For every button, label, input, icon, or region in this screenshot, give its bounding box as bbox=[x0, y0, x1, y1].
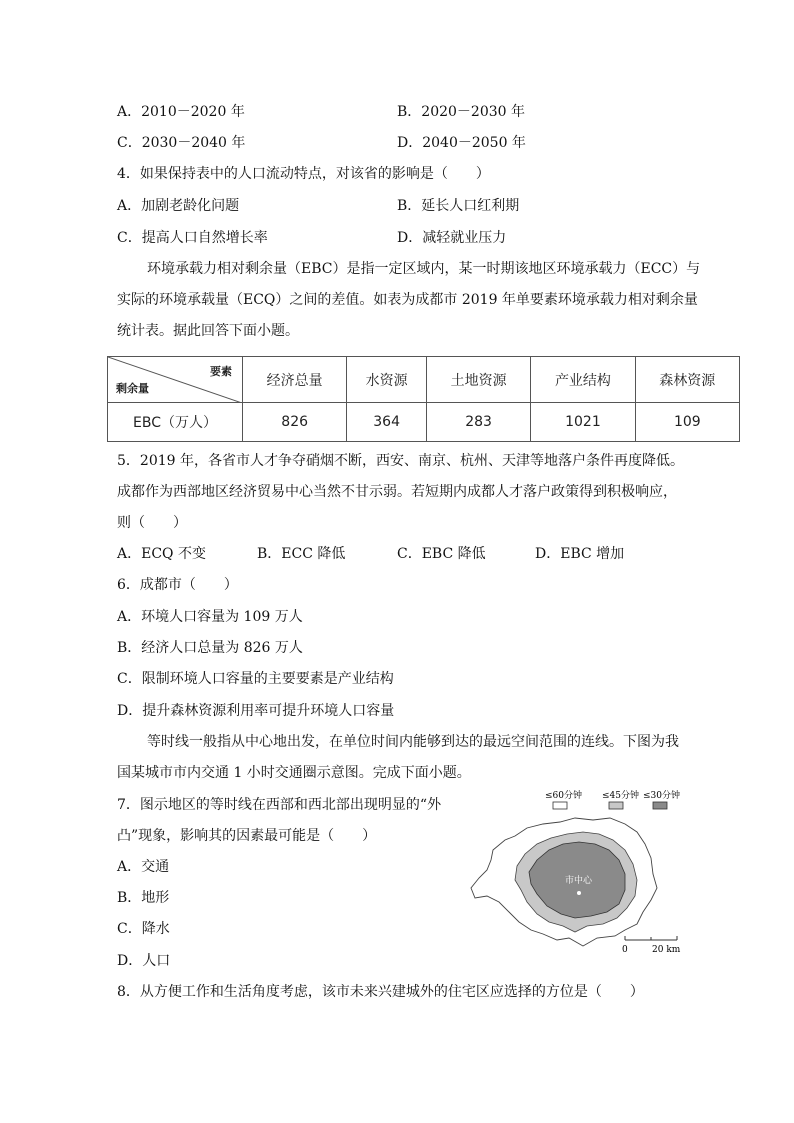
question-7-stem: 凸”现象，影响其的因素最可能是（ ） bbox=[117, 828, 377, 844]
question-8-stem: 8．从方便工作和生活角度考虑，该市未来兴建城外的住宅区应选择的方位是（ ） bbox=[117, 984, 644, 1000]
legend-swatch-60 bbox=[553, 802, 567, 809]
scale-zero: 0 bbox=[622, 945, 628, 955]
option-a: A．交通 bbox=[117, 859, 170, 875]
table-cell: 826 bbox=[243, 403, 347, 442]
option-a: A．ECQ 不变 bbox=[117, 546, 206, 562]
option-c: C．提高人口自然增长率 bbox=[117, 230, 268, 246]
question-5-stem: 成都作为西部地区经济贸易中心当然不甘示弱。若短期内成都人才落户政策得到积极响应， bbox=[117, 484, 677, 500]
table-cell: 1021 bbox=[531, 403, 635, 442]
legend-swatch-45 bbox=[609, 802, 623, 809]
corner-top-label: 要素 bbox=[210, 365, 232, 378]
row-label: EBC（万人） bbox=[108, 403, 243, 442]
option-d: D．EBC 增加 bbox=[535, 546, 625, 562]
option-d: D．人口 bbox=[117, 953, 171, 969]
option-a: A．环境人口容量为 109 万人 bbox=[117, 609, 303, 625]
city-center-marker bbox=[577, 891, 581, 895]
legend-label-30: ≤30分钟 bbox=[643, 791, 680, 801]
table-header: 经济总量 bbox=[243, 357, 347, 403]
option-d: D．2040－2050 年 bbox=[397, 135, 526, 151]
passage-line: 统计表。据此回答下面小题。 bbox=[117, 323, 299, 339]
corner-bottom-label: 剩余量 bbox=[116, 382, 149, 395]
passage-line: 实际的环境承载量（ECQ）之间的差值。如表为成都市 2019 年单要素环境承载力相对剩余量 bbox=[117, 292, 698, 308]
question-4-stem: 4．如果保持表中的人口流动特点，对该省的影响是（ ） bbox=[117, 166, 490, 182]
option-b: B．2020－2030 年 bbox=[397, 104, 525, 120]
scale-bar bbox=[622, 936, 681, 955]
passage-line: 国某城市市内交通 1 小时交通圈示意图。完成下面小题。 bbox=[117, 765, 471, 781]
isochrone-map bbox=[465, 788, 685, 963]
option-c: C．EBC 降低 bbox=[397, 546, 486, 562]
option-b: B．ECC 降低 bbox=[257, 546, 346, 562]
option-c: C．2030－2040 年 bbox=[117, 135, 246, 151]
table-corner-cell bbox=[108, 357, 243, 403]
city-center-label: 市中心 bbox=[565, 876, 593, 886]
passage-line: 等时线一般指从中心地出发，在单位时间内能够到达的最远空间范围的连线。下图为我 bbox=[147, 734, 679, 750]
question-7-stem: 7．图示地区的等时线在西部和西北部出现明显的“外 bbox=[117, 797, 442, 813]
ebc-table bbox=[107, 356, 740, 442]
option-a: A．加剧老龄化问题 bbox=[117, 198, 240, 214]
option-c: C．降水 bbox=[117, 921, 170, 937]
option-d: D．减轻就业压力 bbox=[397, 230, 507, 246]
table-header: 产业结构 bbox=[531, 357, 635, 403]
option-c: C．限制环境人口容量的主要要素是产业结构 bbox=[117, 671, 394, 687]
map-legend bbox=[545, 789, 680, 809]
table-header: 森林资源 bbox=[635, 357, 739, 403]
scale-label: 20 km bbox=[652, 945, 681, 955]
passage-line: 环境承载力相对剩余量（EBC）是指一定区域内，某一时期该地区环境承载力（ECC）与 bbox=[147, 261, 701, 277]
option-d: D．提升森林资源利用率可提升环境人口容量 bbox=[117, 703, 395, 719]
option-a: A．2010－2020 年 bbox=[117, 104, 245, 120]
question-6-stem: 6．成都市（ ） bbox=[117, 577, 238, 593]
option-b: B．地形 bbox=[117, 890, 170, 906]
table-header: 土地资源 bbox=[426, 357, 530, 403]
table-cell: 109 bbox=[635, 403, 739, 442]
table-cell: 283 bbox=[426, 403, 530, 442]
option-b: B．延长人口红利期 bbox=[397, 198, 520, 214]
legend-label-60: ≤60分钟 bbox=[545, 791, 582, 801]
table-cell: 364 bbox=[347, 403, 427, 442]
question-5-stem: 则（ ） bbox=[117, 515, 187, 531]
option-b: B．经济人口总量为 826 万人 bbox=[117, 640, 303, 656]
table-header: 水资源 bbox=[347, 357, 427, 403]
legend-swatch-30 bbox=[653, 802, 667, 809]
legend-label-45: ≤45分钟 bbox=[602, 791, 639, 801]
question-5-stem: 5．2019 年，各省市人才争夺硝烟不断，西安、南京、杭州、天津等地落户条件再度降低。 bbox=[117, 453, 684, 469]
